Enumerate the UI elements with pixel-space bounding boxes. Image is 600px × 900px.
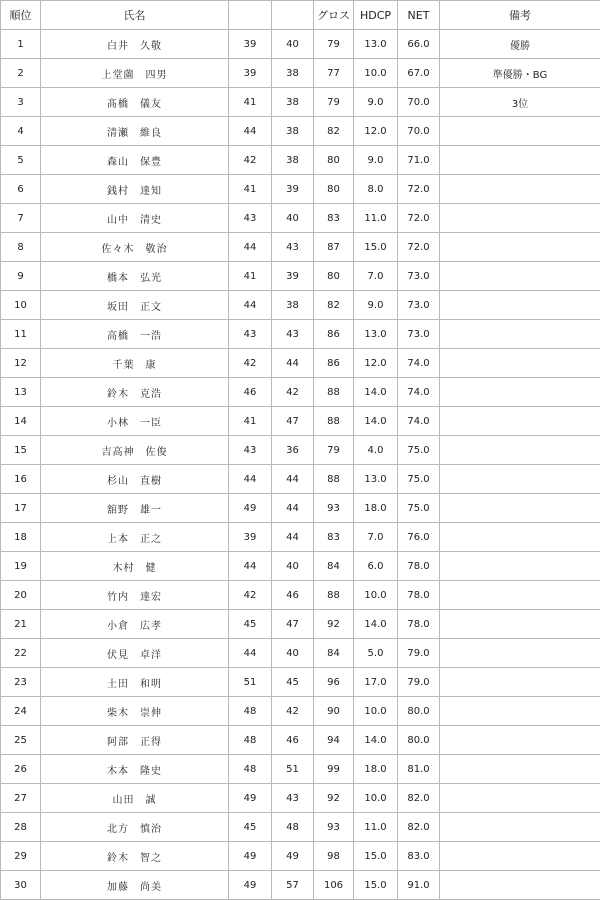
header-out — [229, 1, 272, 30]
rank-cell: 2 — [1, 59, 41, 88]
out-score-cell: 45 — [229, 610, 272, 639]
name-cell: 佐々木 敬治 — [41, 233, 229, 262]
remarks-cell — [440, 349, 600, 378]
table-row — [1, 552, 600, 581]
remarks-cell — [440, 755, 600, 784]
name-cell: 木村 健 — [41, 552, 229, 581]
rank-cell: 6 — [1, 175, 41, 204]
name-cell: 阿部 正得 — [41, 726, 229, 755]
remarks-cell — [440, 291, 600, 320]
name-cell: 竹内 達宏 — [41, 581, 229, 610]
remarks-cell — [440, 262, 600, 291]
in-score-cell: 44 — [272, 349, 314, 378]
net-cell: 81.0 — [398, 755, 440, 784]
hdcp-cell: 17.0 — [354, 668, 398, 697]
net-cell: 73.0 — [398, 291, 440, 320]
gross-cell: 99 — [314, 755, 354, 784]
in-score-cell: 40 — [272, 639, 314, 668]
gross-cell: 83 — [314, 204, 354, 233]
rank-cell: 13 — [1, 378, 41, 407]
out-score-cell: 39 — [229, 523, 272, 552]
header-gross: グロス — [314, 1, 354, 30]
out-score-cell: 44 — [229, 465, 272, 494]
net-cell: 78.0 — [398, 552, 440, 581]
hdcp-cell: 12.0 — [354, 349, 398, 378]
out-score-cell: 48 — [229, 755, 272, 784]
net-cell: 80.0 — [398, 726, 440, 755]
rank-cell: 3 — [1, 88, 41, 117]
gross-cell: 80 — [314, 146, 354, 175]
in-score-cell: 46 — [272, 581, 314, 610]
hdcp-cell: 8.0 — [354, 175, 398, 204]
gross-cell: 80 — [314, 175, 354, 204]
net-cell: 67.0 — [398, 59, 440, 88]
rank-cell: 29 — [1, 842, 41, 871]
out-score-cell: 42 — [229, 146, 272, 175]
table-row — [1, 755, 600, 784]
rank-cell: 22 — [1, 639, 41, 668]
net-cell: 82.0 — [398, 813, 440, 842]
table-row — [1, 349, 600, 378]
header-name: 氏名 — [41, 1, 229, 30]
out-score-cell: 44 — [229, 291, 272, 320]
header-row — [1, 1, 600, 30]
name-cell: 上本 正之 — [41, 523, 229, 552]
remarks-cell — [440, 813, 600, 842]
rank-cell: 14 — [1, 407, 41, 436]
gross-cell: 79 — [314, 88, 354, 117]
remarks-cell — [440, 784, 600, 813]
in-score-cell: 48 — [272, 813, 314, 842]
remarks-cell — [440, 871, 600, 900]
hdcp-cell: 10.0 — [354, 697, 398, 726]
net-cell: 79.0 — [398, 668, 440, 697]
remarks-cell: 優勝 — [440, 30, 600, 59]
in-score-cell: 45 — [272, 668, 314, 697]
out-score-cell: 49 — [229, 842, 272, 871]
net-cell: 74.0 — [398, 349, 440, 378]
hdcp-cell: 5.0 — [354, 639, 398, 668]
in-score-cell: 46 — [272, 726, 314, 755]
in-score-cell: 38 — [272, 117, 314, 146]
in-score-cell: 47 — [272, 407, 314, 436]
table-row — [1, 117, 600, 146]
table-row — [1, 175, 600, 204]
gross-cell: 88 — [314, 465, 354, 494]
remarks-cell — [440, 668, 600, 697]
remarks-cell — [440, 610, 600, 639]
hdcp-cell: 13.0 — [354, 320, 398, 349]
rank-cell: 4 — [1, 117, 41, 146]
hdcp-cell: 6.0 — [354, 552, 398, 581]
out-score-cell: 41 — [229, 407, 272, 436]
rank-cell: 1 — [1, 30, 41, 59]
name-cell: 白井 久敬 — [41, 30, 229, 59]
name-cell: 木本 隆史 — [41, 755, 229, 784]
table-row — [1, 784, 600, 813]
in-score-cell: 44 — [272, 523, 314, 552]
hdcp-cell: 14.0 — [354, 378, 398, 407]
name-cell: 鈴木 智之 — [41, 842, 229, 871]
gross-cell: 77 — [314, 59, 354, 88]
gross-cell: 84 — [314, 552, 354, 581]
hdcp-cell: 13.0 — [354, 465, 398, 494]
name-cell: 加藤 尚美 — [41, 871, 229, 900]
net-cell: 82.0 — [398, 784, 440, 813]
in-score-cell: 36 — [272, 436, 314, 465]
rank-cell: 11 — [1, 320, 41, 349]
remarks-cell — [440, 552, 600, 581]
net-cell: 80.0 — [398, 697, 440, 726]
in-score-cell: 39 — [272, 175, 314, 204]
net-cell: 70.0 — [398, 117, 440, 146]
net-cell: 75.0 — [398, 436, 440, 465]
net-cell: 66.0 — [398, 30, 440, 59]
out-score-cell: 49 — [229, 871, 272, 900]
remarks-cell — [440, 233, 600, 262]
net-cell: 74.0 — [398, 407, 440, 436]
gross-cell: 106 — [314, 871, 354, 900]
out-score-cell: 39 — [229, 59, 272, 88]
out-score-cell: 43 — [229, 436, 272, 465]
gross-cell: 96 — [314, 668, 354, 697]
out-score-cell: 42 — [229, 349, 272, 378]
rank-cell: 12 — [1, 349, 41, 378]
table-row — [1, 378, 600, 407]
rank-cell: 27 — [1, 784, 41, 813]
rank-cell: 25 — [1, 726, 41, 755]
rank-cell: 10 — [1, 291, 41, 320]
out-score-cell: 45 — [229, 813, 272, 842]
table-row — [1, 204, 600, 233]
net-cell: 83.0 — [398, 842, 440, 871]
in-score-cell: 40 — [272, 204, 314, 233]
remarks-cell — [440, 146, 600, 175]
gross-cell: 83 — [314, 523, 354, 552]
name-cell: 銭村 達知 — [41, 175, 229, 204]
table-row — [1, 30, 600, 59]
net-cell: 73.0 — [398, 262, 440, 291]
table-row — [1, 407, 600, 436]
net-cell: 76.0 — [398, 523, 440, 552]
gross-cell: 87 — [314, 233, 354, 262]
name-cell: 吉高神 佐俊 — [41, 436, 229, 465]
in-score-cell: 40 — [272, 30, 314, 59]
table-row — [1, 726, 600, 755]
hdcp-cell: 15.0 — [354, 233, 398, 262]
in-score-cell: 43 — [272, 233, 314, 262]
gross-cell: 88 — [314, 378, 354, 407]
name-cell: 髙橋 儀友 — [41, 88, 229, 117]
net-cell: 72.0 — [398, 204, 440, 233]
net-cell: 70.0 — [398, 88, 440, 117]
name-cell: 上堂薗 四男 — [41, 59, 229, 88]
hdcp-cell: 14.0 — [354, 726, 398, 755]
rank-cell: 5 — [1, 146, 41, 175]
table-row — [1, 842, 600, 871]
gross-cell: 92 — [314, 784, 354, 813]
table-row — [1, 639, 600, 668]
table-row — [1, 233, 600, 262]
net-cell: 78.0 — [398, 581, 440, 610]
table-row — [1, 146, 600, 175]
gross-cell: 82 — [314, 291, 354, 320]
gross-cell: 79 — [314, 30, 354, 59]
net-cell: 79.0 — [398, 639, 440, 668]
name-cell: 小倉 広孝 — [41, 610, 229, 639]
remarks-cell — [440, 639, 600, 668]
rank-cell: 7 — [1, 204, 41, 233]
remarks-cell — [440, 842, 600, 871]
out-score-cell: 44 — [229, 117, 272, 146]
gross-cell: 79 — [314, 436, 354, 465]
out-score-cell: 48 — [229, 726, 272, 755]
rank-cell: 18 — [1, 523, 41, 552]
in-score-cell: 44 — [272, 465, 314, 494]
in-score-cell: 38 — [272, 291, 314, 320]
out-score-cell: 49 — [229, 784, 272, 813]
net-cell: 71.0 — [398, 146, 440, 175]
in-score-cell: 43 — [272, 320, 314, 349]
name-cell: 杉山 直樹 — [41, 465, 229, 494]
remarks-cell — [440, 465, 600, 494]
out-score-cell: 44 — [229, 552, 272, 581]
net-cell: 72.0 — [398, 175, 440, 204]
in-score-cell: 47 — [272, 610, 314, 639]
name-cell: 橋本 弘光 — [41, 262, 229, 291]
in-score-cell: 38 — [272, 59, 314, 88]
hdcp-cell: 14.0 — [354, 407, 398, 436]
rank-cell: 9 — [1, 262, 41, 291]
name-cell: 土田 和明 — [41, 668, 229, 697]
remarks-cell — [440, 204, 600, 233]
name-cell: 千葉 康 — [41, 349, 229, 378]
rank-cell: 30 — [1, 871, 41, 900]
name-cell: 小林 一臣 — [41, 407, 229, 436]
gross-cell: 93 — [314, 813, 354, 842]
net-cell: 74.0 — [398, 378, 440, 407]
gross-cell: 94 — [314, 726, 354, 755]
table-row — [1, 813, 600, 842]
hdcp-cell: 9.0 — [354, 291, 398, 320]
hdcp-cell: 15.0 — [354, 842, 398, 871]
net-cell: 73.0 — [398, 320, 440, 349]
remarks-cell: 3位 — [440, 88, 600, 117]
table-row — [1, 88, 600, 117]
in-score-cell: 44 — [272, 494, 314, 523]
name-cell: 山田 誠 — [41, 784, 229, 813]
remarks-cell — [440, 407, 600, 436]
table-row — [1, 523, 600, 552]
remarks-cell — [440, 175, 600, 204]
table-row — [1, 436, 600, 465]
in-score-cell: 38 — [272, 88, 314, 117]
name-cell: 高橋 一浩 — [41, 320, 229, 349]
gross-cell: 80 — [314, 262, 354, 291]
rank-cell: 26 — [1, 755, 41, 784]
gross-cell: 86 — [314, 349, 354, 378]
out-score-cell: 48 — [229, 697, 272, 726]
results-body — [1, 30, 600, 900]
gross-cell: 98 — [314, 842, 354, 871]
out-score-cell: 39 — [229, 30, 272, 59]
gross-cell: 93 — [314, 494, 354, 523]
out-score-cell: 44 — [229, 639, 272, 668]
name-cell: 柴木 崇伸 — [41, 697, 229, 726]
remarks-cell — [440, 117, 600, 146]
net-cell: 78.0 — [398, 610, 440, 639]
rank-cell: 23 — [1, 668, 41, 697]
name-cell: 森山 保豊 — [41, 146, 229, 175]
hdcp-cell: 10.0 — [354, 784, 398, 813]
name-cell: 清瀬 維良 — [41, 117, 229, 146]
out-score-cell: 41 — [229, 262, 272, 291]
hdcp-cell: 18.0 — [354, 494, 398, 523]
gross-cell: 90 — [314, 697, 354, 726]
hdcp-cell: 11.0 — [354, 813, 398, 842]
gross-cell: 82 — [314, 117, 354, 146]
out-score-cell: 51 — [229, 668, 272, 697]
header-in — [272, 1, 314, 30]
rank-cell: 17 — [1, 494, 41, 523]
rank-cell: 20 — [1, 581, 41, 610]
table-row — [1, 465, 600, 494]
in-score-cell: 39 — [272, 262, 314, 291]
net-cell: 75.0 — [398, 465, 440, 494]
gross-cell: 86 — [314, 320, 354, 349]
in-score-cell: 51 — [272, 755, 314, 784]
hdcp-cell: 13.0 — [354, 30, 398, 59]
table-row — [1, 262, 600, 291]
out-score-cell: 41 — [229, 88, 272, 117]
remarks-cell — [440, 436, 600, 465]
remarks-cell — [440, 320, 600, 349]
name-cell: 鈴木 克浩 — [41, 378, 229, 407]
remarks-cell — [440, 523, 600, 552]
name-cell: 舘野 雄一 — [41, 494, 229, 523]
in-score-cell: 42 — [272, 697, 314, 726]
remarks-cell: 準優勝・BG — [440, 59, 600, 88]
table-row — [1, 59, 600, 88]
in-score-cell: 49 — [272, 842, 314, 871]
hdcp-cell: 14.0 — [354, 610, 398, 639]
out-score-cell: 44 — [229, 233, 272, 262]
out-score-cell: 43 — [229, 204, 272, 233]
out-score-cell: 43 — [229, 320, 272, 349]
out-score-cell: 46 — [229, 378, 272, 407]
remarks-cell — [440, 726, 600, 755]
remarks-cell — [440, 581, 600, 610]
table-row — [1, 581, 600, 610]
remarks-cell — [440, 378, 600, 407]
hdcp-cell: 15.0 — [354, 871, 398, 900]
net-cell: 75.0 — [398, 494, 440, 523]
hdcp-cell: 11.0 — [354, 204, 398, 233]
rank-cell: 16 — [1, 465, 41, 494]
table-row — [1, 291, 600, 320]
in-score-cell: 38 — [272, 146, 314, 175]
rank-cell: 24 — [1, 697, 41, 726]
rank-cell: 21 — [1, 610, 41, 639]
header-remarks: 備考 — [440, 1, 600, 30]
net-cell: 91.0 — [398, 871, 440, 900]
rank-cell: 8 — [1, 233, 41, 262]
in-score-cell: 43 — [272, 784, 314, 813]
table-row — [1, 668, 600, 697]
out-score-cell: 42 — [229, 581, 272, 610]
out-score-cell: 41 — [229, 175, 272, 204]
table-row — [1, 320, 600, 349]
name-cell: 坂田 正文 — [41, 291, 229, 320]
remarks-cell — [440, 697, 600, 726]
table-row — [1, 871, 600, 900]
hdcp-cell: 4.0 — [354, 436, 398, 465]
hdcp-cell: 10.0 — [354, 581, 398, 610]
table-row — [1, 697, 600, 726]
name-cell: 伏見 卓洋 — [41, 639, 229, 668]
header-net: NET — [398, 1, 440, 30]
hdcp-cell: 9.0 — [354, 146, 398, 175]
gross-cell: 92 — [314, 610, 354, 639]
hdcp-cell: 7.0 — [354, 262, 398, 291]
in-score-cell: 40 — [272, 552, 314, 581]
in-score-cell: 57 — [272, 871, 314, 900]
rank-cell: 15 — [1, 436, 41, 465]
rank-cell: 28 — [1, 813, 41, 842]
header-rank: 順位 — [1, 1, 41, 30]
hdcp-cell: 10.0 — [354, 59, 398, 88]
name-cell: 北方 慎治 — [41, 813, 229, 842]
net-cell: 72.0 — [398, 233, 440, 262]
gross-cell: 84 — [314, 639, 354, 668]
remarks-cell — [440, 494, 600, 523]
gross-cell: 88 — [314, 407, 354, 436]
rank-cell: 19 — [1, 552, 41, 581]
hdcp-cell: 12.0 — [354, 117, 398, 146]
name-cell: 山中 清史 — [41, 204, 229, 233]
table-row — [1, 610, 600, 639]
hdcp-cell: 18.0 — [354, 755, 398, 784]
header-hdcp: HDCP — [354, 1, 398, 30]
table-row — [1, 494, 600, 523]
gross-cell: 88 — [314, 581, 354, 610]
out-score-cell: 49 — [229, 494, 272, 523]
in-score-cell: 42 — [272, 378, 314, 407]
hdcp-cell: 9.0 — [354, 88, 398, 117]
hdcp-cell: 7.0 — [354, 523, 398, 552]
